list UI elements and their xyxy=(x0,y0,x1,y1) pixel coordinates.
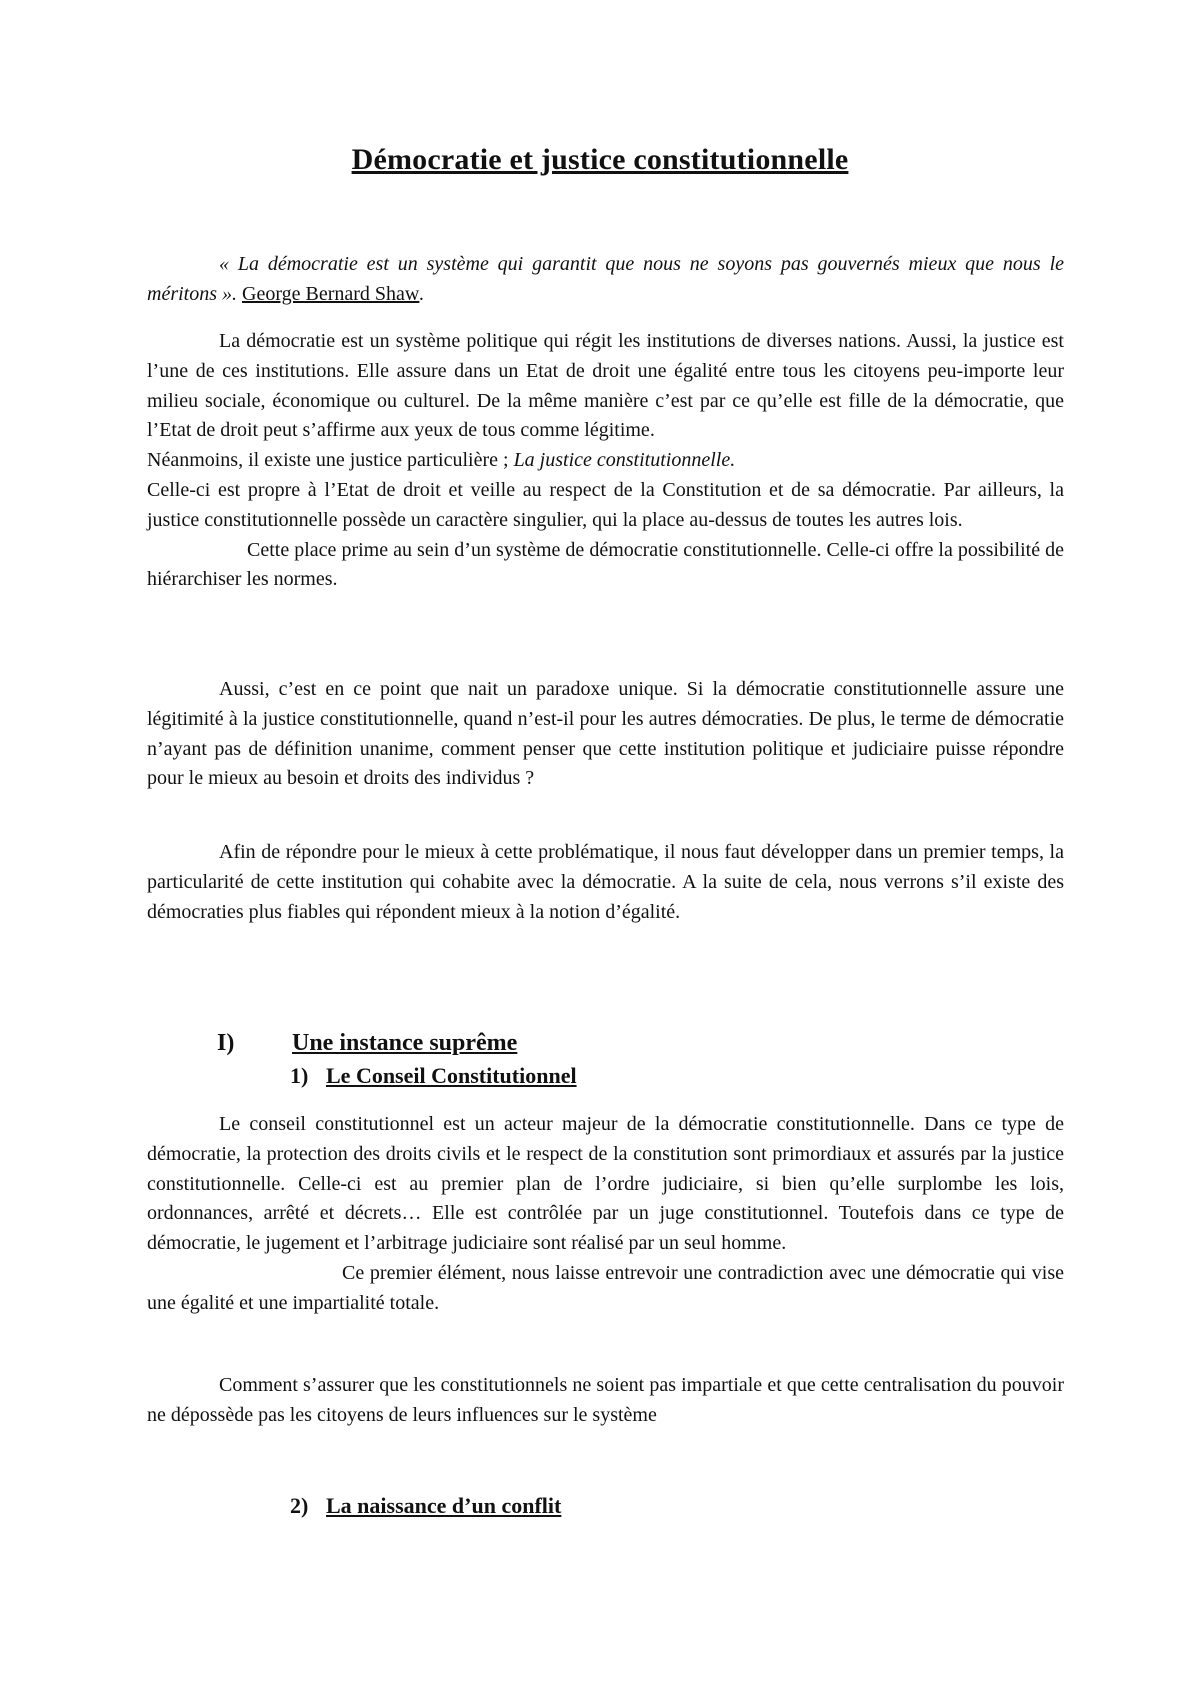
subsection-1-block-2 xyxy=(147,1371,1064,1431)
subsection-1-heading xyxy=(290,1063,577,1089)
intro-paragraph-5: Aussi, c’est en ce point que nait un paradoxe unique. Si la démocratie constitutionnelle assure une légitimité à la justice constitutionnelle, quand n’est-il pour les autres démocraties. De plus, le terme de démocratie n’ayant pas de définition unanime, comment penser que cette institution politique et judiciaire puisse répondre pour le mieux au besoin et droits des individus ? xyxy=(147,678,1064,790)
intro-paragraph-6: Afin de répondre pour le mieux à cette problématique, il nous faut développer dans un premier temps, la particularité de cette institution qui cohabite avec la démocratie. A la suite de cela, nous verrons s’il existe des démocraties plus fiables qui répondent mieux à la notion d’égalité. xyxy=(147,841,1064,923)
subsection-2-heading xyxy=(290,1493,561,1519)
section-1-number: I) xyxy=(217,1030,235,1056)
intro-paragraph-4: Cette place prime au sein d’un système de démocratie constitutionnelle. Celle-ci offre la possibilité de hiérarchiser les normes. xyxy=(147,538,1064,591)
epigraph-paragraph xyxy=(147,250,1064,310)
subsection-1-block-1 xyxy=(147,1110,1064,1319)
subsection-1-number: 1) xyxy=(290,1063,309,1088)
subsection-1-paragraph-2: Ce premier élément, nous laisse entrevoir une contradiction avec une démocratie qui vise une égalité et une impartialité totale. xyxy=(147,1261,1064,1314)
intro-paragraph-1: La démocratie est un système politique qui régit les institutions de diverses nations. Aussi, la justice est l’une de ces institutions. Elle assure dans un Etat de droit une égalité entre tous les citoyens peu-importe leur milieu sociale, économique ou culturel. De la même manière c’est par ce qu’elle est fille de la démocratie, que l’Etat de droit peut s’affirme aux yeux de tous comme légitime. xyxy=(147,330,1064,442)
section-1-heading xyxy=(217,1030,517,1057)
intro-block-1 xyxy=(147,327,1064,595)
document-title: Démocratie et justice constitutionnelle xyxy=(351,143,849,176)
subsection-1-paragraph-1: Le conseil constitutionnel est un acteur majeur de la démocratie constitutionnelle. Dans ce type de démocratie, la protection des droits civils et le respect de la constitution sont primordiaux et assurés par la justice constitutionnelle. Celle-ci est au premier plan de l’ordre judiciaire, si bien qu’elle surplombe les lois, ordonnances, arrêté et décrets… Elle est contrôlée par un juge constitutionnel. Toutefois dans ce type de démocratie, le jugement et l’arbitrage judiciaire sont réalisé par un seul homme. xyxy=(147,1113,1064,1255)
intro-paragraph-2-emphasis: La justice constitutionnelle. xyxy=(513,449,736,472)
intro-paragraph-2 xyxy=(147,446,1064,476)
subsection-2-title: La naissance d’un conflit xyxy=(326,1493,562,1518)
subsection-1-title: Le Conseil Constitutionnel xyxy=(326,1063,577,1088)
intro-paragraph-2-lead: Néanmoins, il existe une justice particulière ; xyxy=(147,449,514,472)
subsection-1-paragraph-3: Comment s’assurer que les constitutionnels ne soient pas impartiale et que cette centralisation du pouvoir ne dépossède pas les citoyens de leurs influences sur le système xyxy=(147,1374,1064,1426)
section-1-title: Une instance suprême xyxy=(292,1030,518,1056)
intro-block-2 xyxy=(147,675,1064,794)
intro-block-3 xyxy=(147,838,1064,927)
epigraph-quote xyxy=(147,250,1064,310)
intro-paragraph-3: Celle-ci est propre à l’Etat de droit et veille au respect de la Constitution et de sa démocratie. Par ailleurs, la justice constitutionnelle possède un caractère singulier, qui la place au-dessus de toutes les autres lois. xyxy=(147,478,1064,531)
subsection-2-number: 2) xyxy=(290,1493,309,1518)
quote-text: « La démocratie est un système qui garantit que nous ne soyons pas gouvernés mieux que nous le méritons ». xyxy=(147,253,1064,305)
quote-period: . xyxy=(419,282,425,305)
quote-author: George Bernard Shaw xyxy=(242,282,420,305)
